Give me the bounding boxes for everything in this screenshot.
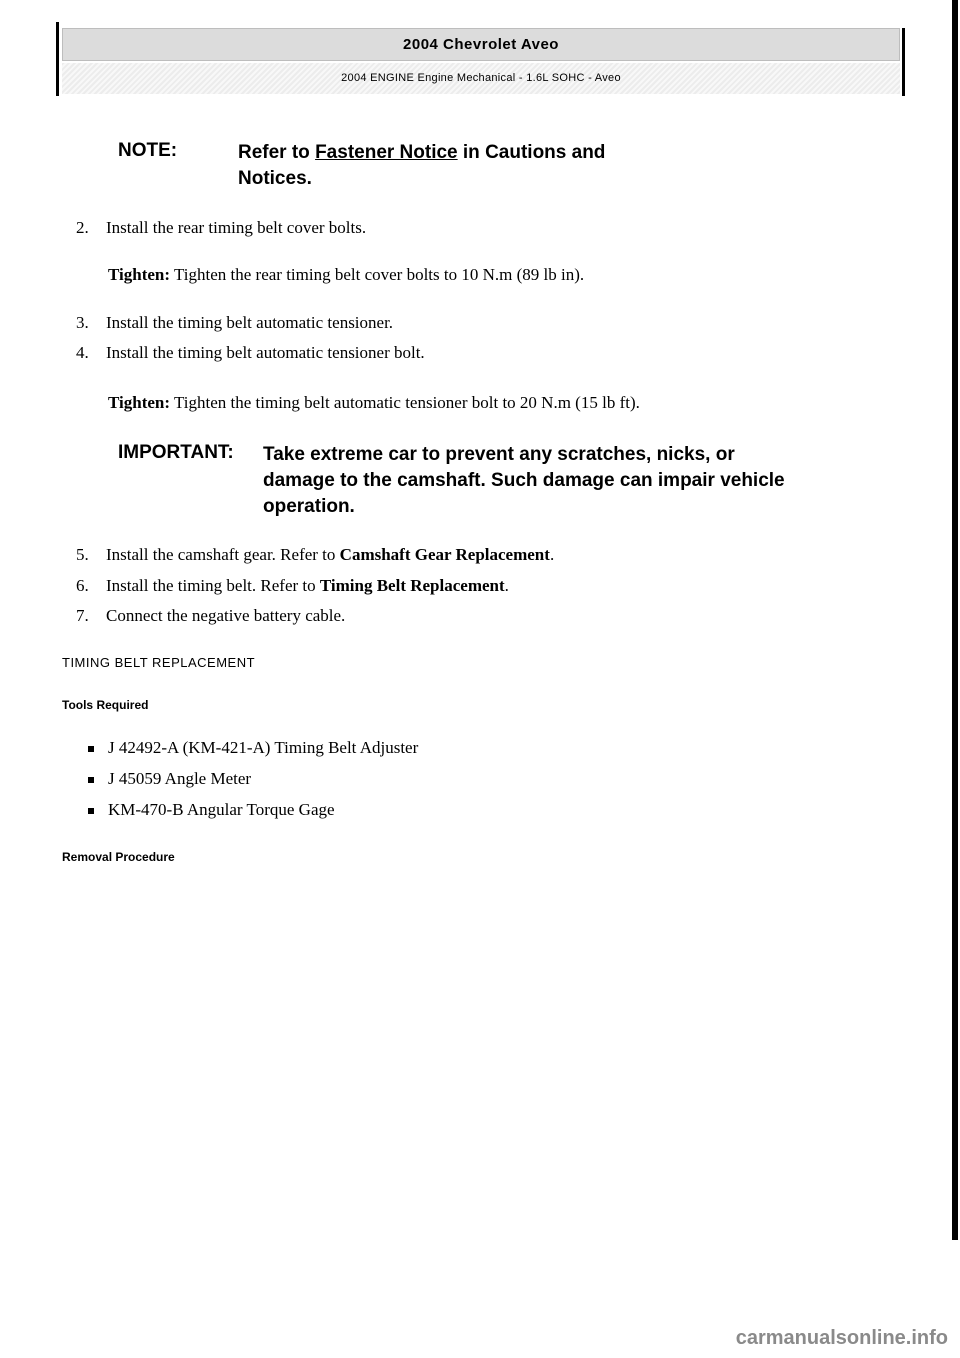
tighten-text: Tighten the timing belt automatic tensioner bolt to 20 N.m (15 lb ft). — [170, 393, 640, 412]
document-header — [62, 28, 900, 94]
header-title: 2004 Chevrolet Aveo — [62, 28, 900, 61]
site-watermark: carmanualsonline.info — [735, 1327, 948, 1349]
step-number: 5. — [76, 545, 89, 564]
bullet-icon — [88, 808, 94, 814]
camshaft-gear-replacement-link[interactable]: Camshaft Gear Replacement — [339, 545, 550, 564]
left-border-rule — [56, 22, 59, 96]
fastener-notice-link[interactable]: Fastener Notice — [315, 142, 458, 163]
important-block — [118, 442, 898, 522]
removal-procedure-heading: Removal Procedure — [62, 850, 175, 864]
step-end: . — [504, 576, 509, 595]
step-number: 2. — [76, 218, 89, 237]
note-text-post: in Cautions and — [457, 142, 606, 163]
tighten-label: Tighten: — [108, 265, 171, 284]
tool-item — [88, 769, 251, 789]
note-text — [238, 140, 605, 192]
tool-text: J 42492-A (KM-421-A) Timing Belt Adjuster — [108, 738, 419, 757]
tool-item — [88, 800, 335, 820]
tools-required-heading: Tools Required — [62, 698, 149, 712]
bullet-icon — [88, 777, 94, 783]
important-line: damage to the camshaft. Such damage can impair vehicle — [263, 470, 785, 491]
step-4 — [76, 343, 425, 363]
step-text: Install the timing belt automatic tensioner. — [106, 313, 394, 332]
important-label: IMPORTANT: — [118, 442, 234, 463]
note-text-pre: Refer to — [238, 142, 316, 163]
step-2 — [76, 218, 366, 238]
tighten-spec-1 — [108, 265, 584, 285]
timing-belt-replacement-link[interactable]: Timing Belt Replacement — [319, 576, 505, 595]
note-text-line2: Notices. — [238, 168, 312, 189]
tighten-label: Tighten: — [108, 393, 171, 412]
step-number: 7. — [76, 606, 89, 625]
tighten-text: Tighten the rear timing belt cover bolts to 10 N.m (89 lb in). — [170, 265, 585, 284]
step-text: Install the timing belt automatic tensioner bolt. — [106, 343, 425, 362]
step-text: Install the camshaft gear. Refer to — [106, 545, 340, 564]
step-6 — [76, 576, 509, 596]
step-text: Connect the negative battery cable. — [106, 606, 346, 625]
section-title: TIMING BELT REPLACEMENT — [62, 655, 256, 670]
step-text: Install the rear timing belt cover bolts. — [106, 218, 367, 237]
step-number: 3. — [76, 313, 89, 332]
step-end: . — [549, 545, 555, 564]
important-text — [263, 442, 785, 520]
page-edge-rule — [952, 0, 958, 1240]
step-number: 6. — [76, 576, 89, 595]
step-5 — [76, 545, 554, 565]
important-line: operation. — [263, 496, 355, 517]
step-text: Install the timing belt. Refer to — [106, 576, 320, 595]
tool-item — [88, 738, 418, 758]
step-7 — [76, 606, 345, 626]
header-subtitle: 2004 ENGINE Engine Mechanical - 1.6L SOHC - Aveo — [62, 63, 900, 94]
step-number: 4. — [76, 343, 89, 362]
note-label: NOTE: — [118, 140, 178, 161]
bullet-icon — [88, 746, 94, 752]
note-block — [118, 140, 738, 194]
tighten-spec-2 — [108, 393, 640, 413]
tool-text: J 45059 Angle Meter — [108, 769, 252, 788]
important-line: Take extreme car to prevent any scratches, nicks, or — [263, 444, 735, 465]
tool-text: KM-470-B Angular Torque Gage — [108, 800, 335, 819]
step-3 — [76, 313, 393, 333]
right-border-rule — [902, 28, 905, 96]
